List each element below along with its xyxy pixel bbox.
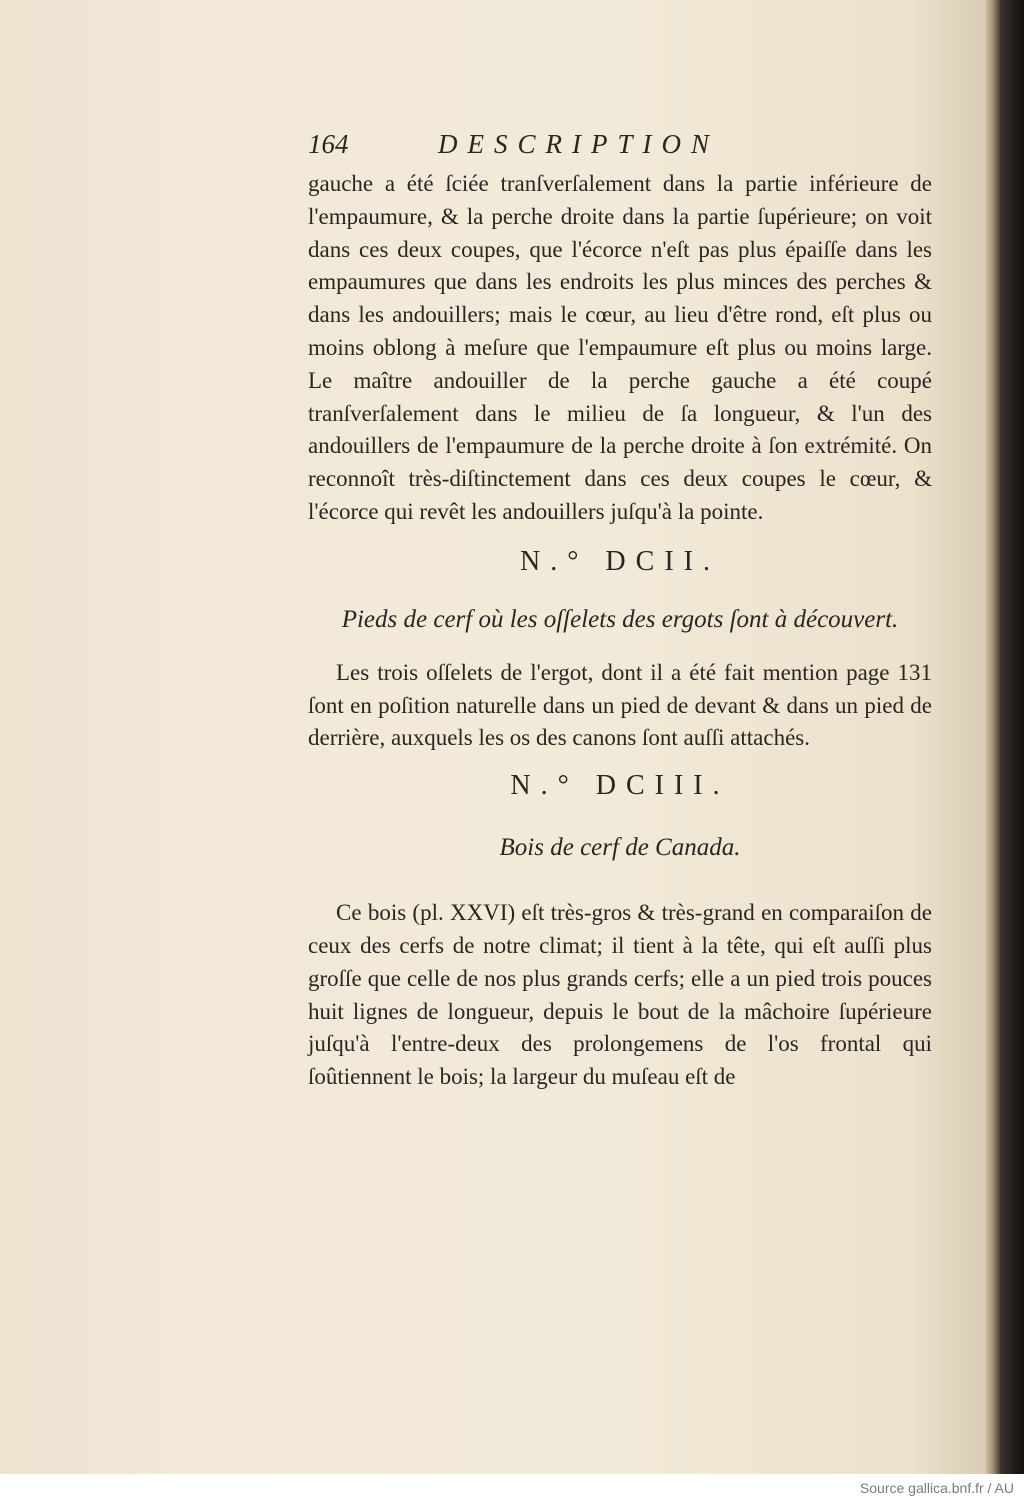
- source-credit: Source gallica.bnf.fr / AU: [859, 1480, 1014, 1496]
- section-title-dcii: Pieds de cerf où les oſſelets des ergots ſont à découvert.: [341, 605, 899, 633]
- section-number-dcii: N.° DCII.: [520, 545, 720, 577]
- book-edge: [1000, 0, 1024, 1474]
- page-gutter-shadow: [986, 0, 1000, 1474]
- text-block: [308, 120, 932, 1094]
- spacer: [308, 879, 932, 897]
- section-text-dcii: Les trois oſſelets de l'ergot, dont il a été fait mention page 131 ſont en poſition naturelle dans un pied de devant & dans un pied de derrière, auxquels les os des canons ſont auſſi attachés.: [308, 659, 932, 751]
- section-title-dciii: Bois de cerf de Canada.: [499, 834, 741, 862]
- spacer: [308, 639, 932, 657]
- running-head: [308, 120, 932, 168]
- section-number-dciii: N.° DCIII.: [510, 770, 730, 802]
- running-title: DESCRIPTION: [438, 129, 719, 159]
- paragraph-continued: gauche a été ſciée tranſverſalement dans la partie inférieure de l'empaumure, & la perche droite dans la partie ſupérieure; on voit dans ces deux coupes, que l'écorce n'eſt pas plus épaiſſe dans les empaumures que dans les endroits les plus minces des perches & dans les andouillers; mais le cœur, au lieu d'être rond, eſt plus ou moins oblong à meſure que l'empaumure eſt plus ou moins large. Le maître andouiller de la perche gauche a été coupé tranſverſalement dans le milieu de ſa longueur, & l'un des andouillers de l'empaumure de la perche droite à ſon extrémité. On reconnoît très-diſtinctement dans ces deux coupes le cœur, & l'écorce qui revêt les andouillers juſqu'à la pointe.: [308, 171, 932, 524]
- section-text-dciii: Ce bois (pl. XXVI) eſt très-gros & très-grand en comparaiſon de ceux des cerfs de notre climat; il tient à la tête, qui eſt auſſi plus groſſe que celle de nos plus grands cerfs; elle a un pied trois pouces huit lignes de longueur, depuis le bout de la mâchoire ſupérieure juſqu'à l'entre-deux des prolongemens de l'os frontal qui ſoûtiennent le bois; la largeur du muſeau eſt de: [308, 900, 932, 1090]
- page-number: 164: [308, 129, 349, 159]
